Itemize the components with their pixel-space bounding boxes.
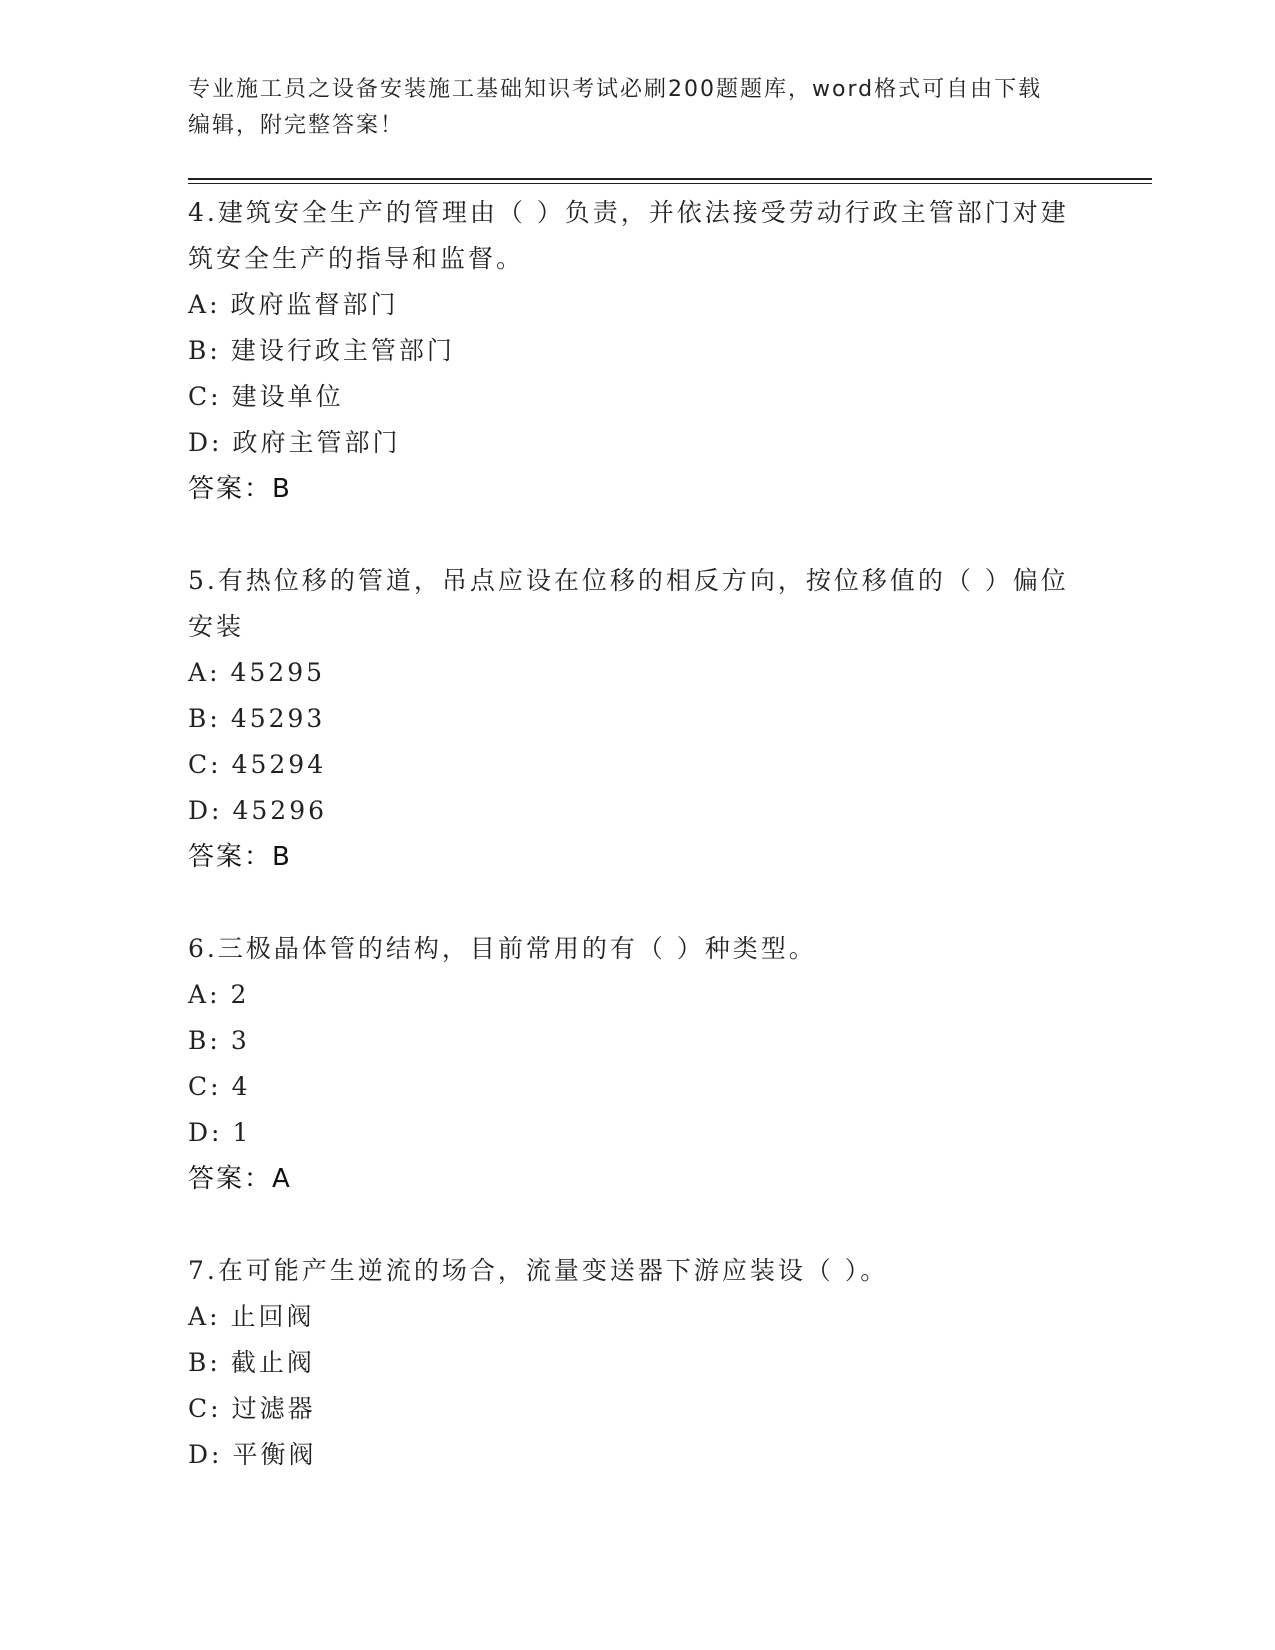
header-line-2: 编辑，附完整答案！	[188, 113, 405, 138]
answer-label: 答案：A	[188, 1164, 292, 1194]
question-spacer	[188, 512, 1088, 558]
option-c: C: 45294	[188, 750, 327, 779]
question-stem: 5.有热位移的管道，吊点应设在位移的相反方向，按位移值的（ ）偏位安装	[188, 566, 1069, 641]
option-b: B: 建设行政主管部门	[188, 336, 455, 365]
option-a: A: 止回阀	[188, 1302, 315, 1331]
answer-label: 答案：B	[188, 474, 292, 504]
question-spacer	[188, 1202, 1088, 1248]
question-item	[188, 190, 1088, 512]
option-d: D: 平衡阀	[188, 1440, 317, 1469]
header-rule-thin	[188, 183, 1152, 184]
option-c: C: 4	[188, 1072, 251, 1101]
option-d: D: 45296	[188, 796, 328, 825]
question-spacer	[188, 880, 1088, 926]
question-list	[188, 190, 1088, 1478]
option-b: B: 3	[188, 1026, 250, 1055]
question-stem: 7.在可能产生逆流的场合，流量变送器下游应装设（ ）。	[188, 1256, 889, 1285]
option-d: D: 政府主管部门	[188, 428, 401, 457]
option-c: C: 过滤器	[188, 1394, 316, 1423]
option-b: B: 截止阀	[188, 1348, 315, 1377]
option-d: D: 1	[188, 1118, 252, 1147]
question-item	[188, 926, 1088, 1202]
question-item	[188, 1248, 1088, 1478]
question-stem: 6.三极晶体管的结构，目前常用的有（ ）种类型。	[188, 934, 817, 963]
document-header	[188, 72, 1088, 144]
answer-label: 答案：B	[188, 842, 292, 872]
option-a: A: 45295	[188, 658, 326, 687]
option-a: A: 2	[188, 980, 250, 1009]
question-item	[188, 558, 1088, 880]
header-line-1: 专业施工员之设备安装施工基础知识考试必刷200题题库，word格式可自由下载	[188, 77, 1043, 102]
option-a: A: 政府监督部门	[188, 290, 399, 319]
option-b: B: 45293	[188, 704, 326, 733]
option-c: C: 建设单位	[188, 382, 344, 411]
header-rule-thick	[188, 178, 1152, 180]
question-stem: 4.建筑安全生产的管理由（ ）负责，并依法接受劳动行政主管部门对建筑安全生产的指导和监督。	[188, 198, 1069, 273]
